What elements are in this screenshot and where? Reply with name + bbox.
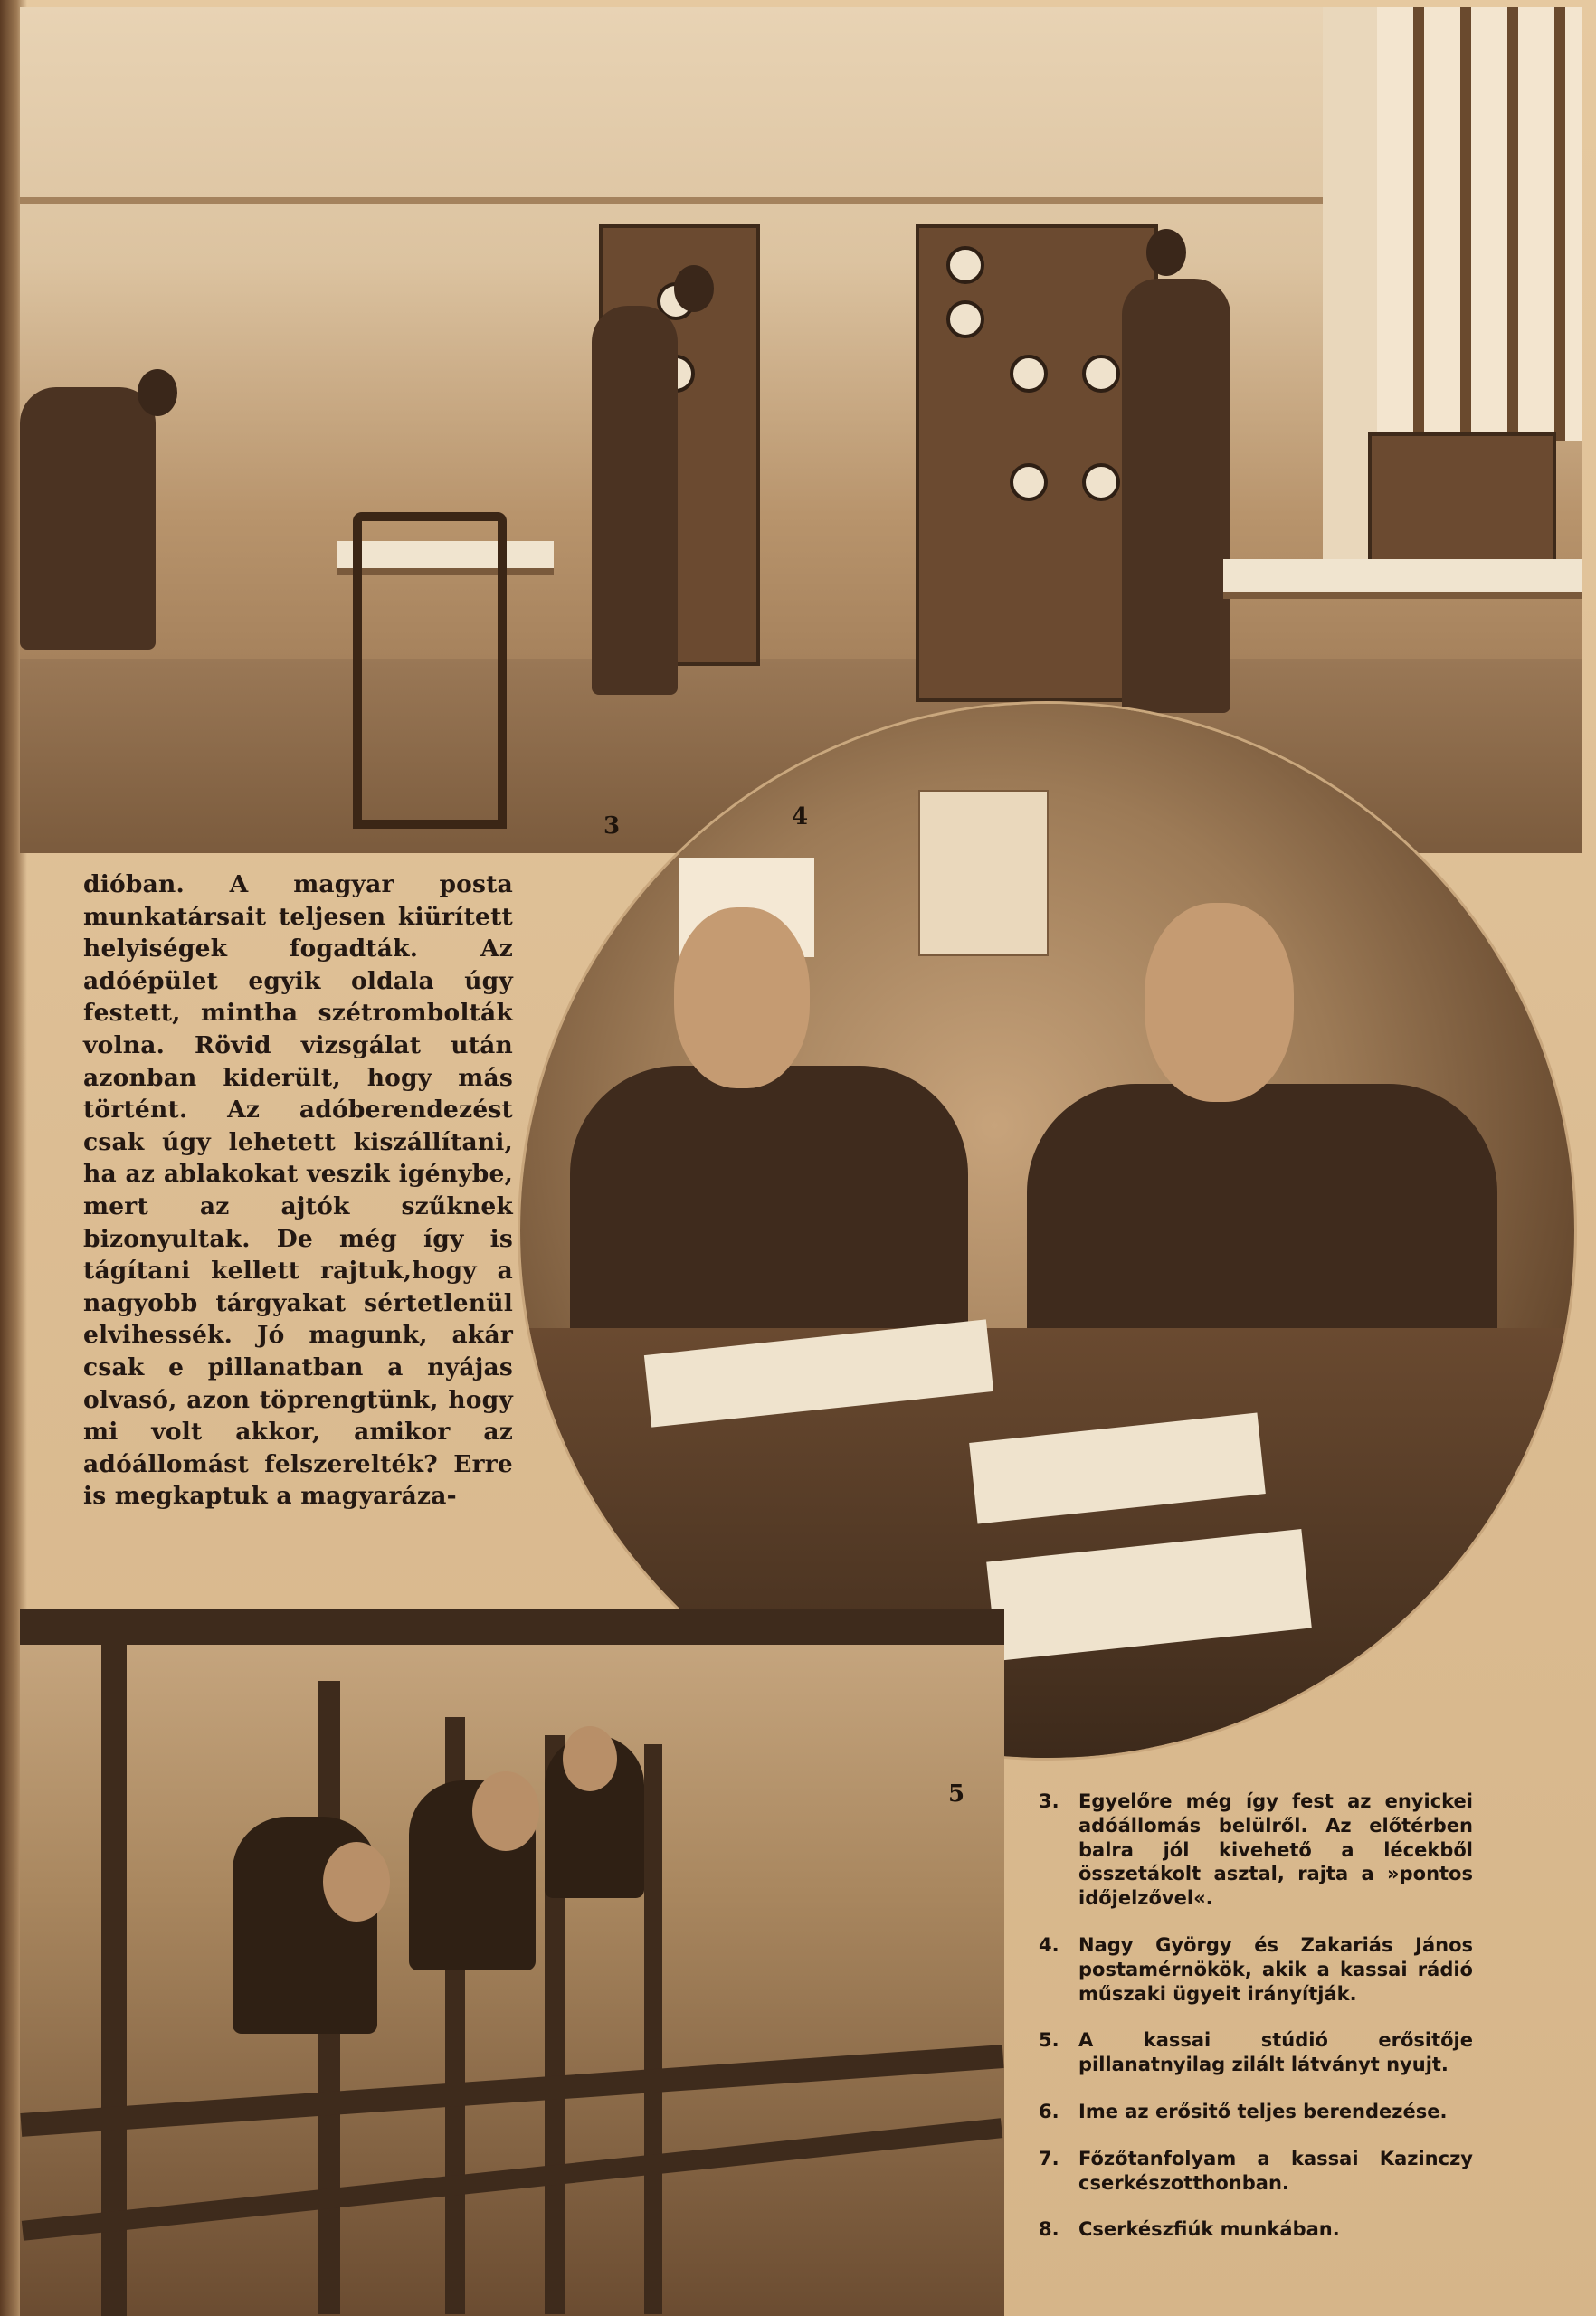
caption-8 (1039, 2217, 1473, 2242)
frame-crossbar (20, 2045, 1003, 2137)
caption-4 (1039, 1933, 1473, 2006)
caption-number: 3. (1039, 1790, 1059, 1812)
technician-head (323, 1842, 390, 1922)
wall-notice (918, 790, 1049, 956)
caption-number: 5. (1039, 2029, 1059, 2052)
man-standing-left (592, 306, 678, 695)
article-body-text (83, 868, 513, 1513)
caption-number: 4. (1039, 1933, 1059, 1956)
wall-stripe (20, 197, 1359, 204)
frame-crossbar (22, 2118, 1002, 2241)
dial (946, 300, 984, 338)
photo-transmitter-room (20, 7, 1582, 853)
caption-text: Cserkészfiúk munkában. (1078, 2218, 1340, 2241)
photo-number-5: 5 (948, 1780, 965, 1808)
chair (353, 512, 507, 829)
technician-head (563, 1726, 617, 1791)
photo-engineers-portrait (520, 704, 1574, 1758)
man-bending (20, 387, 156, 650)
caption-text: Nagy György és Zakariás János postamérnökök, akik a kassai rádió műszaki ügyeit irányítják. (1078, 1933, 1473, 2005)
caption-text: Főzőtanfolyam a kassai Kazinczy cserkészotthonban. (1078, 2147, 1473, 2194)
caption-number: 7. (1039, 2147, 1059, 2169)
engineer-left-face (674, 907, 810, 1088)
frame-post (644, 1744, 662, 2314)
man-head (138, 369, 177, 416)
dial (1010, 463, 1048, 501)
caption-number: 8. (1039, 2218, 1059, 2241)
caption-text: A kassai stúdió erősitője pillanatnyilag zilált látványt nyujt. (1078, 2029, 1473, 2076)
man-head (1146, 229, 1186, 276)
frame-beam (20, 1609, 1004, 1645)
caption-number: 6. (1039, 2100, 1059, 2122)
window (1377, 7, 1582, 441)
man-head (674, 265, 714, 312)
caption-6 (1039, 2100, 1473, 2124)
article-paragraph: dióban. A magyar posta munkatársait teljesen kiürített helyiségek fogadták. Az adóépület egyik oldala úgy festett, mintha szétrombolták volna. Rövid vizsgálat után azonban kiderült, hogy más történt. Az adóberendezést csak úgy lehetett kiszállítani, ha az ablakokat veszik igénybe, mert az ajtók szűknek bizonyultak. De még így is tágítani kellett rajtuk,hogy a nagyobb tárgyakat sértetlenül elvihessék. Jó magunk, akár csak e pillanatban a nyájas olvasó, azon töprengtünk, hogy mi volt akkor, amikor az adóállomást felszerelték? Erre is megkaptuk a magyaráza- (83, 870, 513, 1511)
dial (1010, 355, 1048, 393)
caption-5 (1039, 2028, 1473, 2077)
photo-number-3: 3 (603, 812, 621, 840)
dial (1082, 355, 1120, 393)
caption-text: Ime az erősitő teljes berendezése. (1078, 2100, 1448, 2122)
photo-captions (1039, 1789, 1473, 2264)
photo-number-4: 4 (792, 803, 809, 831)
technician-head (472, 1771, 539, 1851)
workbench (1223, 559, 1582, 599)
caption-7 (1039, 2147, 1473, 2196)
caption-3 (1039, 1789, 1473, 1911)
photo-studio-amplifier (20, 1609, 1004, 2316)
equipment-right (1368, 432, 1556, 575)
man-standing-right (1122, 279, 1230, 713)
dial (946, 246, 984, 284)
engineer-right-face (1145, 903, 1294, 1102)
caption-text: Egyelőre még így fest az enyickei adóállomás belülről. Az előtérben balra jól kivehető a lécekből összetákolt asztal, rajta a »pontos időjelzővel«. (1078, 1790, 1473, 1910)
dial (1082, 463, 1120, 501)
